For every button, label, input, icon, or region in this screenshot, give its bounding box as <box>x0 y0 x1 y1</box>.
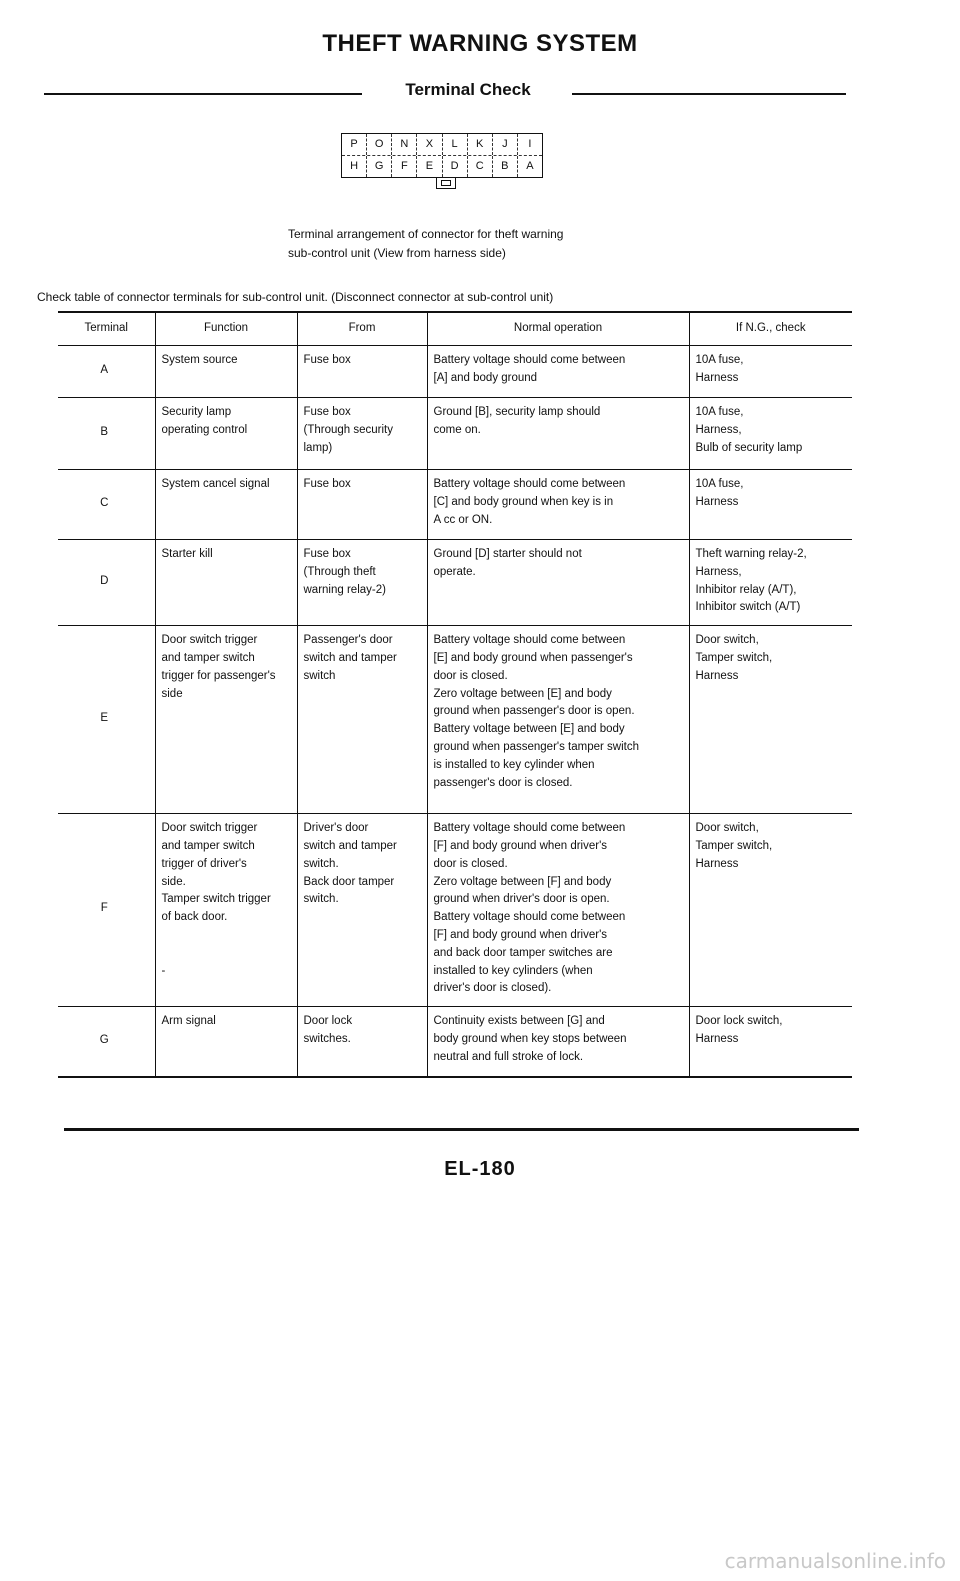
cell-line: System source <box>161 354 238 366</box>
cell-line: neutral and full stroke of lock. <box>433 1050 584 1063</box>
cell-line: side. <box>161 875 186 888</box>
cell-check <box>689 470 852 540</box>
cell-line: Theft warning relay-2, <box>695 548 807 560</box>
cell-line: Door switch, <box>695 822 759 835</box>
table-caption: Check table of connector terminals for sub-control unit. (Disconnect connector at sub-control unit) <box>37 290 554 304</box>
cell-line: Driver's door <box>303 822 369 835</box>
cell-line: Back door tamper <box>303 875 395 888</box>
cell-line: Fuse box <box>303 478 351 490</box>
cell-from <box>297 346 427 398</box>
cell-line: Tamper switch trigger <box>161 893 271 906</box>
cell-line: Tamper switch, <box>695 839 773 852</box>
cell-line: Battery voltage should come between <box>433 911 626 924</box>
cell-normal-operation <box>427 814 689 1007</box>
cell-line: (Through security <box>303 423 393 436</box>
cell-line: Arm signal <box>161 1015 216 1028</box>
cell-check <box>689 814 852 1007</box>
cell-line: Battery voltage should come between <box>433 822 626 835</box>
cell-normal-operation <box>427 1007 689 1077</box>
cell-line: and back door tamper switches are <box>433 946 613 959</box>
cell-function <box>155 398 297 470</box>
connector-pin: L <box>442 134 467 155</box>
cell-line: 10A fuse, <box>695 478 744 490</box>
connector-body <box>341 133 543 178</box>
connector-pin: K <box>467 134 492 155</box>
page-title: THEFT WARNING SYSTEM <box>322 30 638 57</box>
cell-check <box>689 1007 852 1077</box>
connector-pin: P <box>350 138 358 150</box>
table-row <box>58 346 852 398</box>
column-header-normal-operation: Normal operation <box>427 312 689 346</box>
cell-terminal: E <box>58 626 155 814</box>
cell-line: Fuse box <box>303 548 351 560</box>
table-row <box>58 540 852 626</box>
cell-line: Harness, <box>695 565 742 578</box>
cell-function <box>155 470 297 540</box>
column-header-terminal: Terminal <box>58 312 155 346</box>
watermark: carmanualsonline.info <box>724 1549 946 1573</box>
cell-line: Passenger's door <box>303 634 393 647</box>
connector-pin: C <box>467 156 492 177</box>
cell-line: Ground [D] starter should not <box>433 548 582 560</box>
cell-from <box>297 398 427 470</box>
cell-line: [F] and body ground when driver's <box>433 928 608 941</box>
connector-lock-tab <box>436 178 456 189</box>
table-row <box>58 470 852 540</box>
cell-line: 10A fuse, <box>695 354 744 366</box>
cell-line: driver's door is closed). <box>433 982 552 995</box>
cell-line: Zero voltage between [F] and body <box>433 875 612 888</box>
cell-check <box>689 398 852 470</box>
cell-line: Inhibitor switch (A/T) <box>695 601 801 614</box>
cell-line: door is closed. <box>433 669 508 682</box>
cell-line: side <box>161 687 183 700</box>
cell-function <box>155 626 297 814</box>
column-header-if-ng-check: If N.G., check <box>689 312 852 346</box>
cell-line: passenger's door is closed. <box>433 776 573 789</box>
cell-line: switch. <box>303 857 339 870</box>
cell-line: come on. <box>433 423 481 436</box>
connector-pin: F <box>391 156 416 177</box>
cell-line: warning relay-2) <box>303 583 386 596</box>
cell-line <box>162 945 293 963</box>
cell-line: switch. <box>303 893 339 906</box>
cell-line: trigger of driver's <box>161 857 247 870</box>
cell-line: Harness <box>695 371 739 384</box>
cell-line: Door lock switch, <box>695 1015 783 1028</box>
connector-diagram <box>341 133 543 189</box>
connector-pin: E <box>416 156 441 177</box>
cell-line: Zero voltage between [E] and body <box>433 687 612 700</box>
table-row <box>58 1007 852 1077</box>
cell-from <box>297 540 427 626</box>
cell-function <box>155 1007 297 1077</box>
cell-line: switch and tamper <box>303 839 397 852</box>
column-header-from: From <box>297 312 427 346</box>
connector-pin: X <box>416 134 441 155</box>
connector-pin: N <box>391 134 416 155</box>
connector-pin: B <box>492 156 517 177</box>
cell-line: Tamper switch, <box>695 651 773 664</box>
table-row <box>58 814 852 1007</box>
cell-line: Battery voltage should come between <box>433 478 626 490</box>
cell-line: operate. <box>433 565 476 578</box>
cell-line: Harness, <box>695 423 742 436</box>
section-heading <box>44 80 846 104</box>
connector-caption <box>288 225 688 263</box>
connector-pin: J <box>492 134 517 155</box>
cell-line: operating control <box>161 423 248 436</box>
cell-line: Door switch trigger <box>161 634 258 647</box>
cell-line: Harness <box>695 495 739 508</box>
connector-top-row <box>342 134 542 155</box>
connector-bottom-row <box>342 155 542 177</box>
cell-function <box>155 346 297 398</box>
cell-from <box>297 1007 427 1077</box>
cell-line: body ground when key stops between <box>433 1032 627 1045</box>
cell-line: switch <box>303 669 336 682</box>
cell-line: Battery voltage should come between <box>433 354 626 366</box>
cell-line: [E] and body ground when passenger's <box>433 651 633 664</box>
footer-divider <box>64 1128 859 1131</box>
connector-pin: D <box>442 156 467 177</box>
cell-line: Battery voltage between [E] and body <box>433 723 625 736</box>
divider <box>572 93 846 95</box>
cell-normal-operation <box>427 398 689 470</box>
column-header-function: Function <box>155 312 297 346</box>
cell-line: lamp) <box>303 441 333 454</box>
connector-pin: H <box>350 160 359 172</box>
cell-line: Door switch, <box>695 634 759 647</box>
cell-line: and tamper switch <box>161 651 255 664</box>
cell-line: Battery voltage should come between <box>433 634 626 647</box>
divider <box>44 93 362 95</box>
cell-from <box>297 814 427 1007</box>
cell-line: Fuse box <box>303 354 351 366</box>
cell-line: [F] and body ground when driver's <box>433 839 608 852</box>
cell-line: Harness <box>695 857 739 870</box>
connector-pin: G <box>366 156 391 177</box>
cell-check <box>689 626 852 814</box>
page-number: EL-180 <box>444 1158 516 1180</box>
cell-line: ground when passenger's tamper switch <box>433 740 639 753</box>
cell-from <box>297 470 427 540</box>
cell-terminal: B <box>58 398 155 470</box>
cell-line: switch and tamper <box>303 651 397 664</box>
cell-line: System cancel signal <box>161 478 270 490</box>
cell-normal-operation <box>427 626 689 814</box>
cell-line: Security lamp <box>161 406 232 418</box>
cell-normal-operation <box>427 346 689 398</box>
cell-line: 10A fuse, <box>695 406 744 418</box>
cell-line: of back door. <box>161 911 228 924</box>
cell-line: Harness <box>695 1032 739 1045</box>
cell-line: Inhibitor relay (A/T), <box>695 583 797 596</box>
cell-line: Starter kill <box>161 548 213 560</box>
terminal-check-table <box>58 311 852 1078</box>
cell-line: Door lock <box>303 1015 353 1028</box>
cell-line: Fuse box <box>303 406 351 418</box>
cell-line: - <box>161 964 166 977</box>
cell-line: door is closed. <box>433 857 508 870</box>
cell-normal-operation <box>427 540 689 626</box>
cell-check <box>689 540 852 626</box>
cell-line: [A] and body ground <box>433 371 538 384</box>
cell-terminal: F <box>58 814 155 1007</box>
cell-normal-operation <box>427 470 689 540</box>
cell-line: ground when passenger's door is open. <box>433 705 635 718</box>
cell-check <box>689 346 852 398</box>
cell-line: Continuity exists between [G] and <box>433 1015 605 1028</box>
cell-line: Door switch trigger <box>161 822 258 835</box>
cell-function <box>155 540 297 626</box>
cell-terminal: A <box>58 346 155 398</box>
table-header-row <box>58 312 852 346</box>
cell-line: [C] and body ground when key is in <box>433 495 614 508</box>
cell-from <box>297 626 427 814</box>
cell-line: switches. <box>303 1032 351 1045</box>
connector-pin: O <box>366 134 391 155</box>
table-row <box>58 626 852 814</box>
cell-terminal: C <box>58 470 155 540</box>
cell-function <box>155 814 297 1007</box>
cell-line: Bulb of security lamp <box>695 441 803 454</box>
cell-line: Harness <box>695 669 739 682</box>
cell-line: (Through theft <box>303 565 376 578</box>
section-title: Terminal Check <box>405 80 531 99</box>
cell-terminal: G <box>58 1007 155 1077</box>
cell-line: ground when driver's door is open. <box>433 893 610 906</box>
caption-line: sub-control unit (View from harness side) <box>288 246 506 260</box>
cell-terminal: D <box>58 540 155 626</box>
cell-line: installed to key cylinders (when <box>433 964 593 977</box>
cell-line <box>162 927 293 945</box>
connector-pin: I <box>517 134 542 155</box>
cell-line: Ground [B], security lamp should <box>433 406 601 418</box>
cell-line: A cc or ON. <box>433 513 493 526</box>
connector-pin: A <box>517 156 542 177</box>
cell-line: and tamper switch <box>161 839 255 852</box>
caption-line: Terminal arrangement of connector for theft warning <box>288 227 564 241</box>
cell-line: is installed to key cylinder when <box>433 758 595 771</box>
table-row <box>58 398 852 470</box>
cell-line: trigger for passenger's <box>161 669 276 682</box>
